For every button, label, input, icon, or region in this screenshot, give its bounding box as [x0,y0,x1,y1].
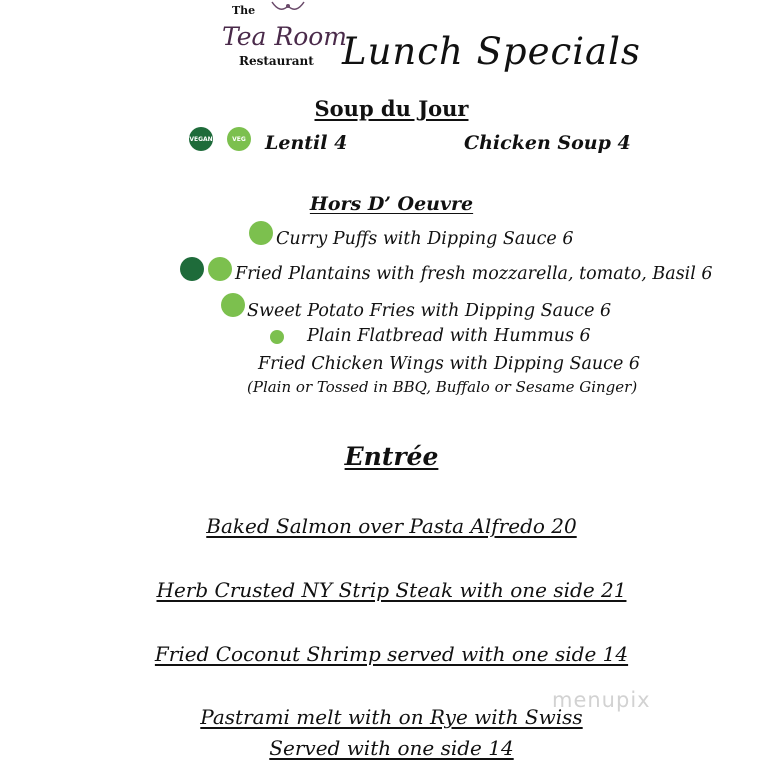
soup-item-chicken: Chicken Soup 4 [464,132,631,154]
vegan-badge-label: VEGAN [189,135,213,143]
logo-tea-room: Tea Room [222,22,348,51]
hors-item-note: (Plain or Tossed in BBQ, Buffalo or Sesame Ginger) [247,378,638,396]
hors-item-fried-plantains: Fried Plantains with fresh mozzarella, tomato, Basil 6 [235,264,713,284]
entree-item-pastrami-side: Served with one side 14 [269,736,514,760]
page-title: Lunch Specials [342,30,641,73]
vegan-icon [180,257,204,281]
logo-restaurant: Restaurant [239,54,314,68]
vegetarian-icon [208,257,232,281]
vegetarian-badge-label: VEG [232,135,246,143]
entree-item-salmon: Baked Salmon over Pasta Alfredo 20 [206,514,577,538]
logo-flourish-icon [268,0,308,16]
entree-item-strip-steak: Herb Crusted NY Strip Steak with one side 21 [156,578,627,602]
entree-item-pastrami: Pastrami melt with on Rye with Swiss [200,705,583,729]
entree-heading: Entrée [344,442,439,471]
vegetarian-icon [270,330,284,344]
hors-item-curry-puffs: Curry Puffs with Dipping Sauce 6 [276,229,574,249]
watermark: menupix [552,688,651,712]
hors-item-flatbread: Plain Flatbread with Hummus 6 [307,326,591,346]
soup-heading: Soup du Jour [314,96,469,121]
vegan-icon [189,127,213,151]
hors-item-sweet-potato-fries: Sweet Potato Fries with Dipping Sauce 6 [247,301,612,321]
entree-item-coconut-shrimp: Fried Coconut Shrimp served with one side 14 [154,642,629,666]
logo-the: The [232,4,256,17]
soup-item-lentil: Lentil 4 [265,132,348,154]
vegetarian-icon [221,293,245,317]
vegetarian-icon [227,127,251,151]
vegetarian-icon [249,221,273,245]
hors-item-chicken-wings: Fried Chicken Wings with Dipping Sauce 6 [258,354,641,374]
hors-heading: Hors D’ Oeuvre [309,193,474,215]
